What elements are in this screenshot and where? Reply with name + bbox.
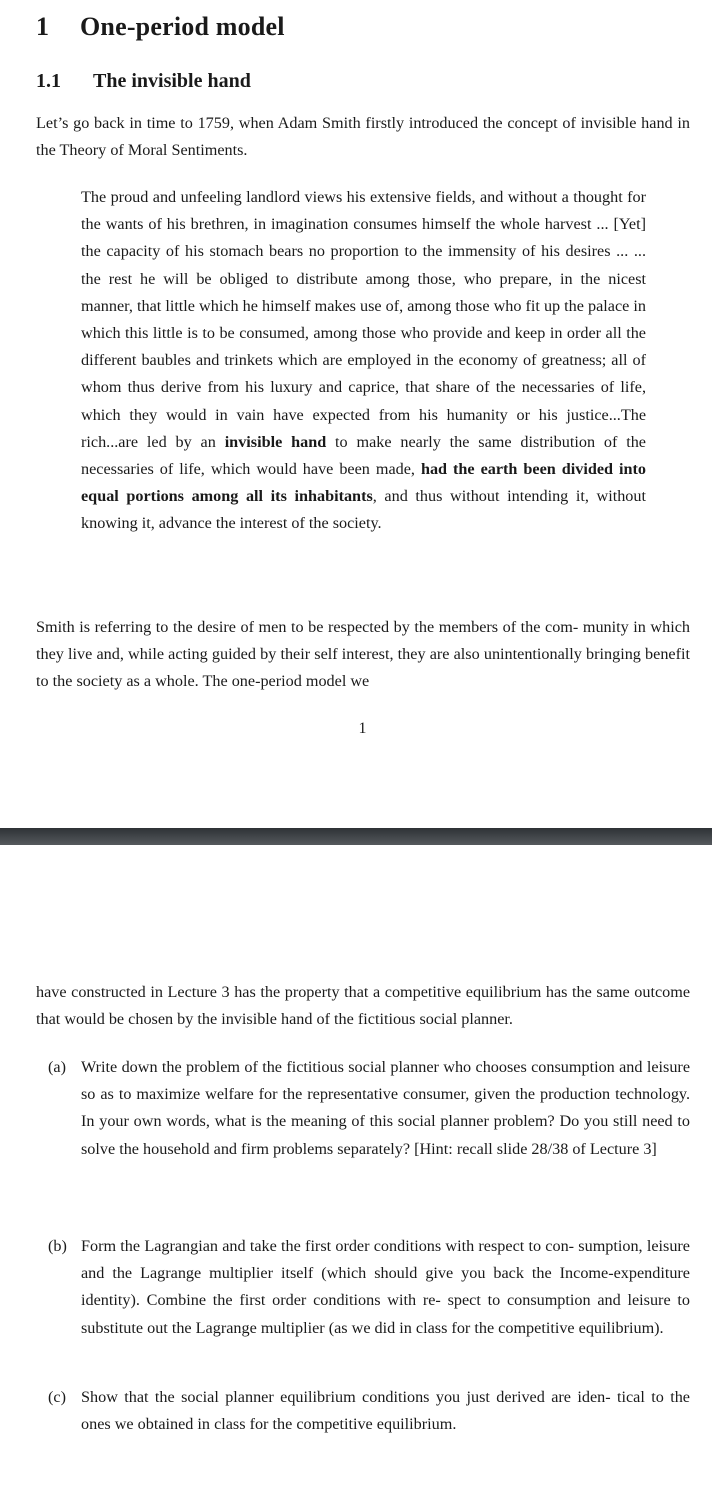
question-c-text: Show that the social planner equilibrium conditions you just derived are iden- tical to the ones we obtained in class for the competitive equilibrium.	[81, 1388, 690, 1434]
quote-text-3: , and thus without intending it, without knowing it, advance the interest of the society.	[81, 487, 646, 533]
question-b-text: Form the Lagrangian and take the first order conditions with respect to con- sumption, leisure and the Lagrange multiplier itself (which should give you back the Income-expenditure identity). Combine the first order conditions with re- spect to consumption and leisure to substitute out the Lagrange multiplier (as we did in class for the competitive equilibrium).	[81, 1237, 690, 1337]
continuation-paragraph: have constructed in Lecture 3 has the property that a competitive equilibrium has the same outcome that would be chosen by the invisible hand of the fictitious social planner.	[36, 983, 690, 1029]
question-c-label: (c)	[48, 1388, 66, 1406]
subsection-title: The invisible hand	[93, 70, 251, 92]
intro-paragraph: Let’s go back in time to 1759, when Adam Smith firstly introduced the concept of invisible hand in the Theory of Moral Sentiments.	[36, 114, 690, 160]
question-a-label: (a)	[48, 1058, 66, 1076]
question-a	[48, 1054, 690, 1163]
section-title: One-period model	[80, 12, 285, 41]
quote-bold-invisible-hand: invisible hand	[224, 432, 327, 451]
section-number: 1	[36, 12, 50, 41]
question-b	[48, 1233, 690, 1342]
smith-quote	[81, 184, 646, 538]
question-a-text: Write down the problem of the fictitious social planner who chooses consumption and leisure so as to maximize welfare for the representative consumer, given the production technology. In your own words, what is the meaning of this social planner problem? Do you still need to solve the household and firm problems separately? [Hint: recall slide 28/38 of Lecture 3]	[81, 1058, 690, 1158]
question-c	[48, 1384, 690, 1438]
subsection-heading	[36, 70, 251, 93]
page-number: 1	[358, 720, 367, 737]
page-divider	[0, 828, 712, 845]
smith-paragraph: Smith is referring to the desire of men to be respected by the members of the com- munity in which they live and, while acting guided by their self interest, they are also unintentionally bringing benefit to the society as a whole. The one-period model we	[36, 618, 690, 691]
quote-text-2: to make nearly the same distribution of the necessaries of life, which would have been made,	[81, 432, 646, 479]
quote-bold-equal-portions: had the earth been divided into equal portions among all its inhabitants	[81, 460, 646, 506]
quote-text-1: The proud and unfeeling landlord views his extensive fields, and without a thought for the wants of his brethren, in imagination consumes himself the whole harvest ... [Yet] the capacity of his stomach bears no proportion to the immensity of his desires ... ... the rest he will be obliged to distribute among those, who prepare, in the nicest manner, that little which he himself makes use of, among those who fit up the palace in which this little is to be consumed, among those who provide and keep in order all the different baubles and trinkets which are employed in the economy of greatness; all of whom thus derive from his luxury and caprice, that share of the necessaries of life, which they would in vain have expected from his humanity or his justice...The rich...are led by an	[81, 188, 646, 451]
question-b-label: (b)	[48, 1237, 67, 1255]
subsection-number: 1.1	[36, 70, 61, 92]
section-heading	[36, 12, 285, 42]
